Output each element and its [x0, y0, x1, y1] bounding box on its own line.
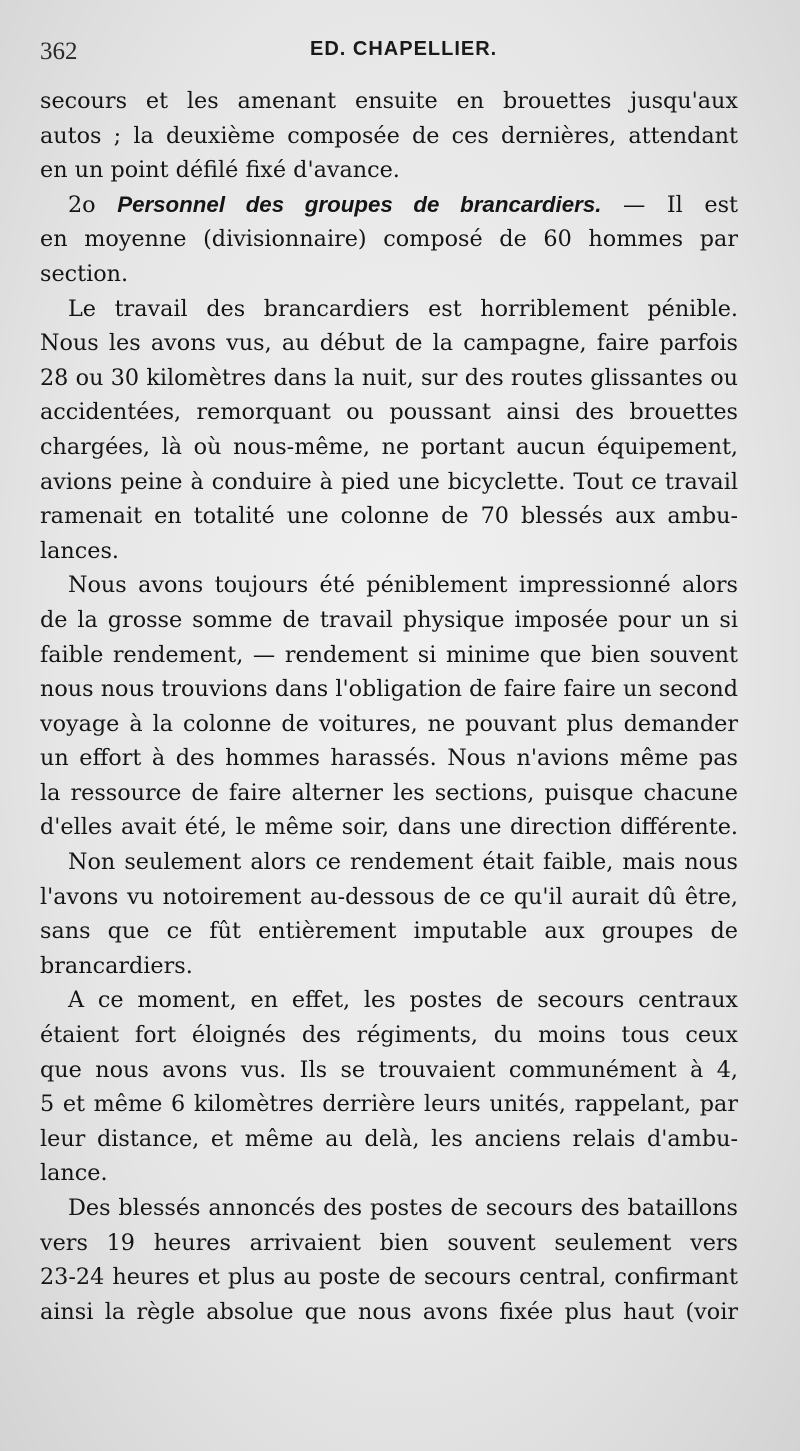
text-line: leur distance, et même au delà, les anciens relais d'ambu-	[40, 1125, 738, 1152]
text-line: brancardiers.	[40, 952, 193, 979]
text-line: vers 19 heures arrivaient bien souvent seulement vers	[40, 1229, 738, 1256]
paragraph-first-line: Nous avons toujours été péniblement impressionné alors	[68, 572, 738, 599]
text-line: Nous les avons vus, au début de la campagne, faire parfois	[40, 330, 738, 357]
text-line: d'elles avait été, le même soir, dans une direction différente.	[40, 814, 738, 841]
text-line: sans que ce fût entièrement imputable aux groupes de	[40, 918, 738, 945]
text-line: que nous avons vus. Ils se trouvaient communément à 4,	[40, 1056, 738, 1083]
text-line: secours et les amenant ensuite en brouettes jusqu'aux	[40, 88, 738, 114]
text-line: lance.	[40, 1160, 108, 1187]
text-line: en moyenne (divisionnaire) composé de 60 hommes par	[40, 226, 738, 253]
text-line: avions peine à conduire à pied une bicyclette. Tout ce travail	[40, 468, 738, 495]
paragraph-first-line: A ce moment, en effet, les postes de secours centraux	[68, 987, 738, 1014]
text-line: la ressource de faire alterner les sections, puisque chacune	[40, 779, 738, 806]
section-heading-continuation: — Il est	[623, 191, 738, 218]
text-line: ramenait en totalité une colonne de 70 blessés aux ambu-	[40, 503, 738, 530]
text-line: lances.	[40, 537, 119, 564]
paragraph-first-line: Des blessés annoncés des postes de secours des bataillons	[68, 1195, 738, 1221]
text-line: 23-24 heures et plus au poste de secours central, confirmant	[40, 1264, 738, 1291]
text-line: section.	[40, 260, 129, 287]
text-line: chargées, là où nous-même, ne portant aucun équipement,	[40, 433, 738, 460]
text-line: un effort à des hommes harassés. Nous n'avions même pas	[40, 745, 738, 772]
text-line: ainsi la règle absolue que nous avons fixée plus haut (voir	[40, 1298, 738, 1325]
text-line: voyage à la colonne de voitures, ne pouvant plus demander	[40, 710, 738, 737]
page-number: 362	[40, 38, 78, 65]
section-heading-line	[40, 188, 738, 223]
running-title: ED. CHAPELLIER.	[310, 38, 498, 60]
running-head	[40, 28, 738, 68]
text-line: autos ; la deuxième composée de ces dernières, attendant	[40, 122, 738, 149]
text-line: faible rendement, — rendement si minime que bien souvent	[40, 641, 738, 668]
section-number: 2o	[68, 191, 96, 218]
text-line: étaient fort éloignés des régiments, du moins tous ceux	[40, 1022, 738, 1049]
section-heading: Personnel des groupes de brancardiers.	[117, 191, 602, 217]
text-line: l'avons vu notoirement au-dessous de ce qu'il aurait dû être,	[40, 883, 738, 910]
text-line: 28 ou 30 kilomètres dans la nuit, sur des routes glissantes ou	[40, 364, 738, 391]
paragraph-first-line: Le travail des brancardiers est horriblement pénible.	[68, 295, 738, 322]
text-line: 5 et même 6 kilomètres derrière leurs unités, rappelant, par	[40, 1091, 738, 1118]
body-text	[40, 84, 738, 1329]
text-line: de la grosse somme de travail physique imposée pour un si	[40, 606, 738, 633]
text-line: nous nous trouvions dans l'obligation de faire faire un second	[40, 676, 738, 703]
text-line: accidentées, remorquant ou poussant ainsi des brouettes	[40, 399, 738, 426]
text-line: en un point défilé fixé d'avance.	[40, 157, 400, 184]
paragraph-first-line: Non seulement alors ce rendement était faible, mais nous	[68, 849, 738, 876]
